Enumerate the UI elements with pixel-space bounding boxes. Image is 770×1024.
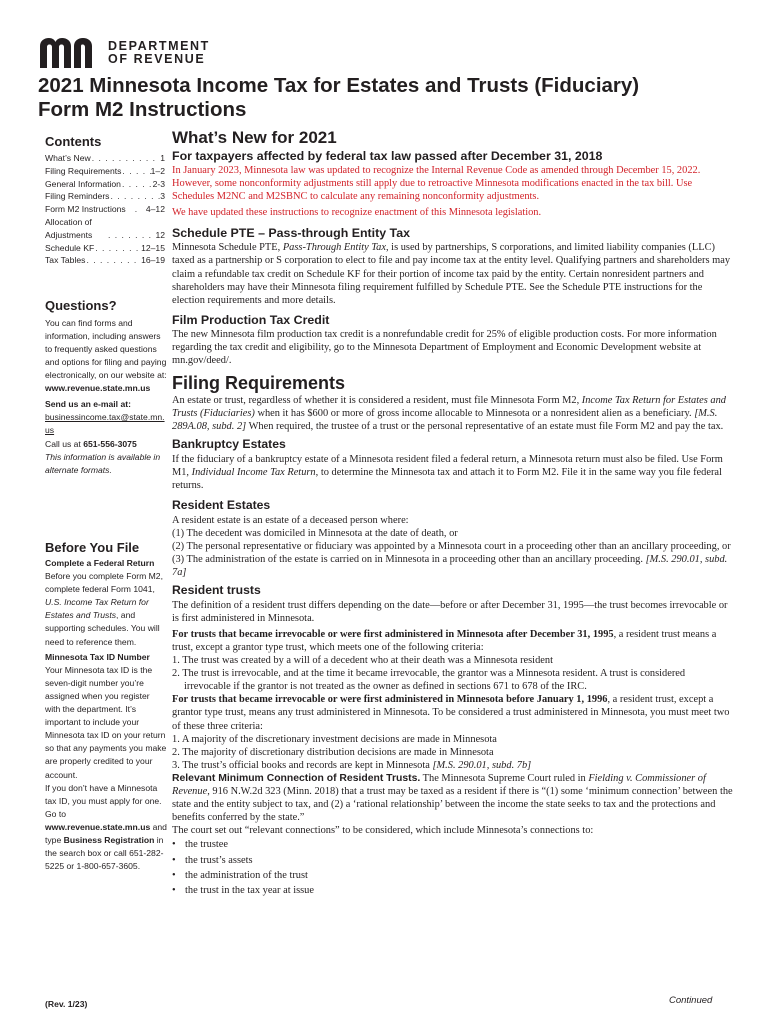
form-1041-title: U.S. Income Tax Return for Estates and Trusts [45, 597, 149, 621]
toc-label: Filing Reminders [45, 191, 110, 202]
email-link[interactable]: businessincome.tax@state.mn.us [45, 412, 165, 435]
list-item: 1. The trust was created by a will of a decedent who at their death was a Minnesota resident [172, 655, 553, 667]
before-you-file-heading: Before You File [45, 540, 140, 555]
toc-item[interactable] [45, 178, 165, 191]
toc-label: Form M2 Instructions [45, 204, 126, 215]
title-line-2: Form M2 Instructions [38, 98, 247, 121]
toc-label: Allocation of Adjustments [45, 216, 93, 240]
resident-trusts-paragraph: The definition of a resident trust differs depending on the date—before or after December 31, 1995—the trust becomes irrevocable or is first administered in Minnesota. [172, 599, 728, 624]
list-item: (2) The personal representative or fiduciary was appointed by a Minnesota court in a proceeding other than an ancillary proceeding, or [172, 540, 731, 552]
toc-label: Filing Requirements [45, 165, 122, 176]
list-item: • the trustee [172, 837, 734, 852]
toc-item[interactable] [45, 165, 165, 178]
before-1996-paragraph [172, 693, 734, 732]
main-content [172, 128, 734, 899]
court-intro: The court set out “relevant connections” to be considered, which include Minnesota’s connections to: [172, 825, 594, 837]
pte-heading: Schedule PTE – Pass-through Entity Tax [172, 226, 410, 241]
complete-return-body [45, 570, 167, 649]
filing-text: An estate or trust, regardless of whether it is considered a resident, must file Minnesota Form M2, [172, 395, 582, 407]
list-item [172, 553, 734, 579]
connections-list [172, 837, 734, 898]
resident-trusts-heading: Resident trusts [172, 583, 261, 598]
continued-label: Continued [669, 995, 713, 1006]
bankruptcy-text-end: , to determine the Minnesota tax and attach it to Form M2. File it in the same way you file federal returns. [172, 467, 722, 492]
after-1995-list [172, 654, 734, 693]
website-link[interactable]: www.revenue.state.mn.us [45, 383, 151, 393]
phone-prefix: Call us at [45, 439, 84, 449]
alt-formats-note: This information is available in alternate formats. [45, 452, 161, 475]
after-1995-text: , a resident trust means a trust, except a grantor type trust, which meets one of the following criteria: [172, 628, 717, 653]
toc-item[interactable] [45, 190, 165, 203]
film-credit-paragraph: The new Minnesota film production tax credit is a nonrefundable credit for 25% of eligible production costs. For more information regarding the tax credit and eligibility, go to the Minnesota Department of Employment and Economic Development website at mn.gov/deed/. [172, 328, 717, 367]
list-item: • the trust’s assets [172, 853, 734, 868]
list-item-text: (3) The administration of the estate is carried on in Minnesota in a proceeding other than an ancillary proceeding. [172, 553, 646, 565]
before-you-file-panel [45, 540, 167, 873]
email-label: Send us an e-mail at: [45, 399, 131, 409]
case-name: Fielding v. Commissioner of Revenue [172, 772, 706, 797]
list-item: • the administration of the trust [172, 868, 734, 883]
toc-page: 3 [160, 191, 165, 202]
toc-page: 12–15 [141, 242, 165, 253]
toc-page: 16–19 [141, 255, 165, 266]
form-m2-title: Income Tax Return for Estates and Trusts (Fiduciaries) [172, 395, 726, 420]
business-registration-term: Business Registration [63, 834, 155, 845]
pte-paragraph [172, 241, 734, 306]
tax-id-heading: Minnesota Tax ID Number [45, 651, 150, 662]
no-tax-id-body [45, 782, 167, 874]
list-item: 2. The trust is irrevocable, and at the time it became irrevocable, the grantor was a Minnesota resident. A trust is considered irrevocable if the grantor is not treated as the owner as defined in sections 671 to 678 of the IRC. [172, 668, 686, 693]
before-1996-lead: For trusts that became irrevocable or were first administered in Minnesota before January 1, 1996 [172, 694, 608, 706]
relevant-connection-text: The Minnesota Supreme Court ruled in [420, 772, 589, 784]
logo-wordmark: DEPARTMENT OF REVENUE [108, 39, 210, 66]
list-item: 1. A majority of the discretionary investment decisions are made in Minnesota [172, 733, 497, 745]
phone-line [45, 438, 167, 451]
contents-heading: Contents [45, 134, 102, 149]
questions-body: You can find forms and information, including answers to frequently asked questions and options for filing and paying electronically, on our website at: [45, 318, 167, 380]
complete-return-text: Before you complete Form M2, complete federal Form 1041, [45, 571, 163, 595]
toc-item[interactable] [45, 216, 165, 242]
pte-text-end: , is used by partnerships, S corporations, and limited liability companies (LLC) taxed as a partnership or S corporation to elect to file and pay income tax at the entity level. Qualifying partners and shareholders may claim a refundable tax credit on Schedule KF for their portion of income tax paid by the entity. Certain nonresident partners and shareholders may have their Minnesota filing requirement fulfilled by Schedule PTE. See the Schedule PTE instructions for the election requirements and more details. [172, 242, 731, 306]
relevant-connection-text-end: , 916 N.W.2d 323 (Minn. 2018) that a trust may be taxed as a resident if there is “(1) some ‘minimum connection’ between the state and the entity subject to tax, and (2) a ‘rational relationship’ between the income the state seeks to tax and the protections and benefits conferred by the state.” [172, 785, 733, 824]
questions-panel [45, 298, 167, 477]
toc-item[interactable] [45, 242, 165, 255]
complete-return-heading: Complete a Federal Return [45, 558, 155, 568]
list-item [172, 759, 734, 772]
no-tax-id-text-end: in the search box or call 651-282-5225 or 1-800-657-3605. [45, 834, 164, 872]
toc-page: 12 [155, 229, 165, 240]
affected-paragraph-1: In January 2023, Minnesota law was updated to recognize the Internal Revenue Code as amended through December 15, 2022. However, some nonconformity adjustments still apply due to retroactive Minnesota modifications enacted in the tax bill. Use Schedules M2NC and M2SBNC to calculate any remaining nonconformity adjustments. [172, 165, 701, 203]
document-title [38, 74, 738, 122]
filing-requirements-heading: Filing Requirements [172, 373, 346, 394]
toc-item[interactable] [45, 152, 165, 165]
filing-text-end: When required, the trustee of a trust or the personal representative of an estate must file Form M2 and pay the tax. [246, 421, 724, 433]
mn-logo-icon [40, 38, 100, 68]
bankruptcy-heading: Bankruptcy Estates [172, 437, 286, 452]
after-1995-lead: For trusts that became irrevocable or were first administered in Minnesota after December 31, 1995 [172, 628, 614, 640]
table-of-contents [45, 134, 165, 267]
film-credit-heading: Film Production Tax Credit [172, 312, 330, 327]
relevant-connection-paragraph [172, 772, 734, 824]
after-1995-paragraph [172, 628, 734, 654]
relevant-connection-lead: Relevant Minimum Connection of Resident Trusts. [172, 772, 421, 784]
phone-number[interactable]: 651-556-3075 [83, 439, 137, 449]
list-item: (1) The decedent was domiciled in Minnesota at the date of death, or [172, 527, 458, 539]
no-tax-id-text-mid: and type [45, 821, 167, 845]
toc-label: Tax Tables [45, 255, 86, 266]
title-line-1: 2021 Minnesota Income Tax for Estates and Trusts (Fiduciary) [38, 74, 640, 97]
questions-heading: Questions? [45, 298, 117, 313]
mn-revenue-logo [40, 38, 210, 68]
toc-page: 1–2 [150, 165, 165, 176]
toc-label: Schedule KF [45, 242, 95, 253]
statute-citation: [M.S. 289A.08, subd. 2] [172, 408, 718, 433]
bankruptcy-text: If the fiduciary of a bankruptcy estate of a Minnesota resident filed a federal return, a Minnesota return must also be filed. Use Form M1, [172, 453, 723, 478]
resident-estates-intro: A resident estate is an estate of a deceased person where: [172, 514, 409, 526]
filing-text-mid: when it has $600 or more of gross income allocable to Minnesota or a nonresident alien as a beneficiary. [254, 408, 695, 420]
form-m1-title: Individual Income Tax Return [191, 467, 316, 478]
statute-citation: [M.S. 290.01, subd. 7a] [172, 553, 728, 579]
whats-new-heading: What’s New for 2021 [172, 128, 337, 147]
affected-heading: For taxpayers affected by federal tax law passed after December 31, 2018 [172, 149, 603, 163]
bankruptcy-paragraph [172, 453, 734, 492]
filing-requirements-paragraph [172, 394, 734, 433]
toc-label: General Information [45, 178, 121, 189]
no-tax-id-text: If you don’t have a Minnesota tax ID, you must apply for one. Go to [45, 782, 162, 819]
affected-paragraph-2: We have updated these instructions to recognize enactment of this Minnesota legislation. [172, 207, 542, 219]
statute-citation: [M.S. 290.01, subd. 7b] [432, 759, 532, 771]
list-item-text: 3. The trust’s official books and records are kept in Minnesota [172, 759, 433, 771]
revision-date: (Rev. 1/23) [45, 999, 88, 1009]
registration-website-link[interactable]: www.revenue.state.mn.us [45, 821, 151, 832]
tax-id-body: Your Minnesota tax ID is the seven-digit number you’re assigned when you register with the department. It’s important to include your Minnesota tax ID on your return so that any payments you make are properly credited to your account. [45, 664, 167, 780]
toc-label: What’s New [45, 153, 91, 163]
list-item: 2. The majority of discretionary distribution decisions are made in Minnesota [172, 746, 494, 758]
resident-estates-heading: Resident Estates [172, 498, 271, 513]
before-1996-text: , a resident trust, except a grantor type trust, means any trust administered in Minnesota. To be considered a trust administered in Minnesota, you must meet two of these three criteria: [172, 694, 730, 732]
complete-return-text-end: , and supporting schedules. You will need to reference them. [45, 610, 160, 647]
toc-page: 4–12 [145, 204, 165, 215]
toc-page: 1 [160, 153, 165, 163]
pte-text: Minnesota Schedule PTE, [172, 242, 283, 254]
toc-item[interactable] [45, 203, 165, 216]
toc-page: 2-3 [152, 178, 165, 189]
toc-item[interactable] [45, 254, 165, 267]
list-item: • the trust in the tax year at issue [172, 883, 734, 898]
pte-form-title: Pass-Through Entity Tax [282, 242, 386, 254]
before-1996-list [172, 733, 734, 772]
